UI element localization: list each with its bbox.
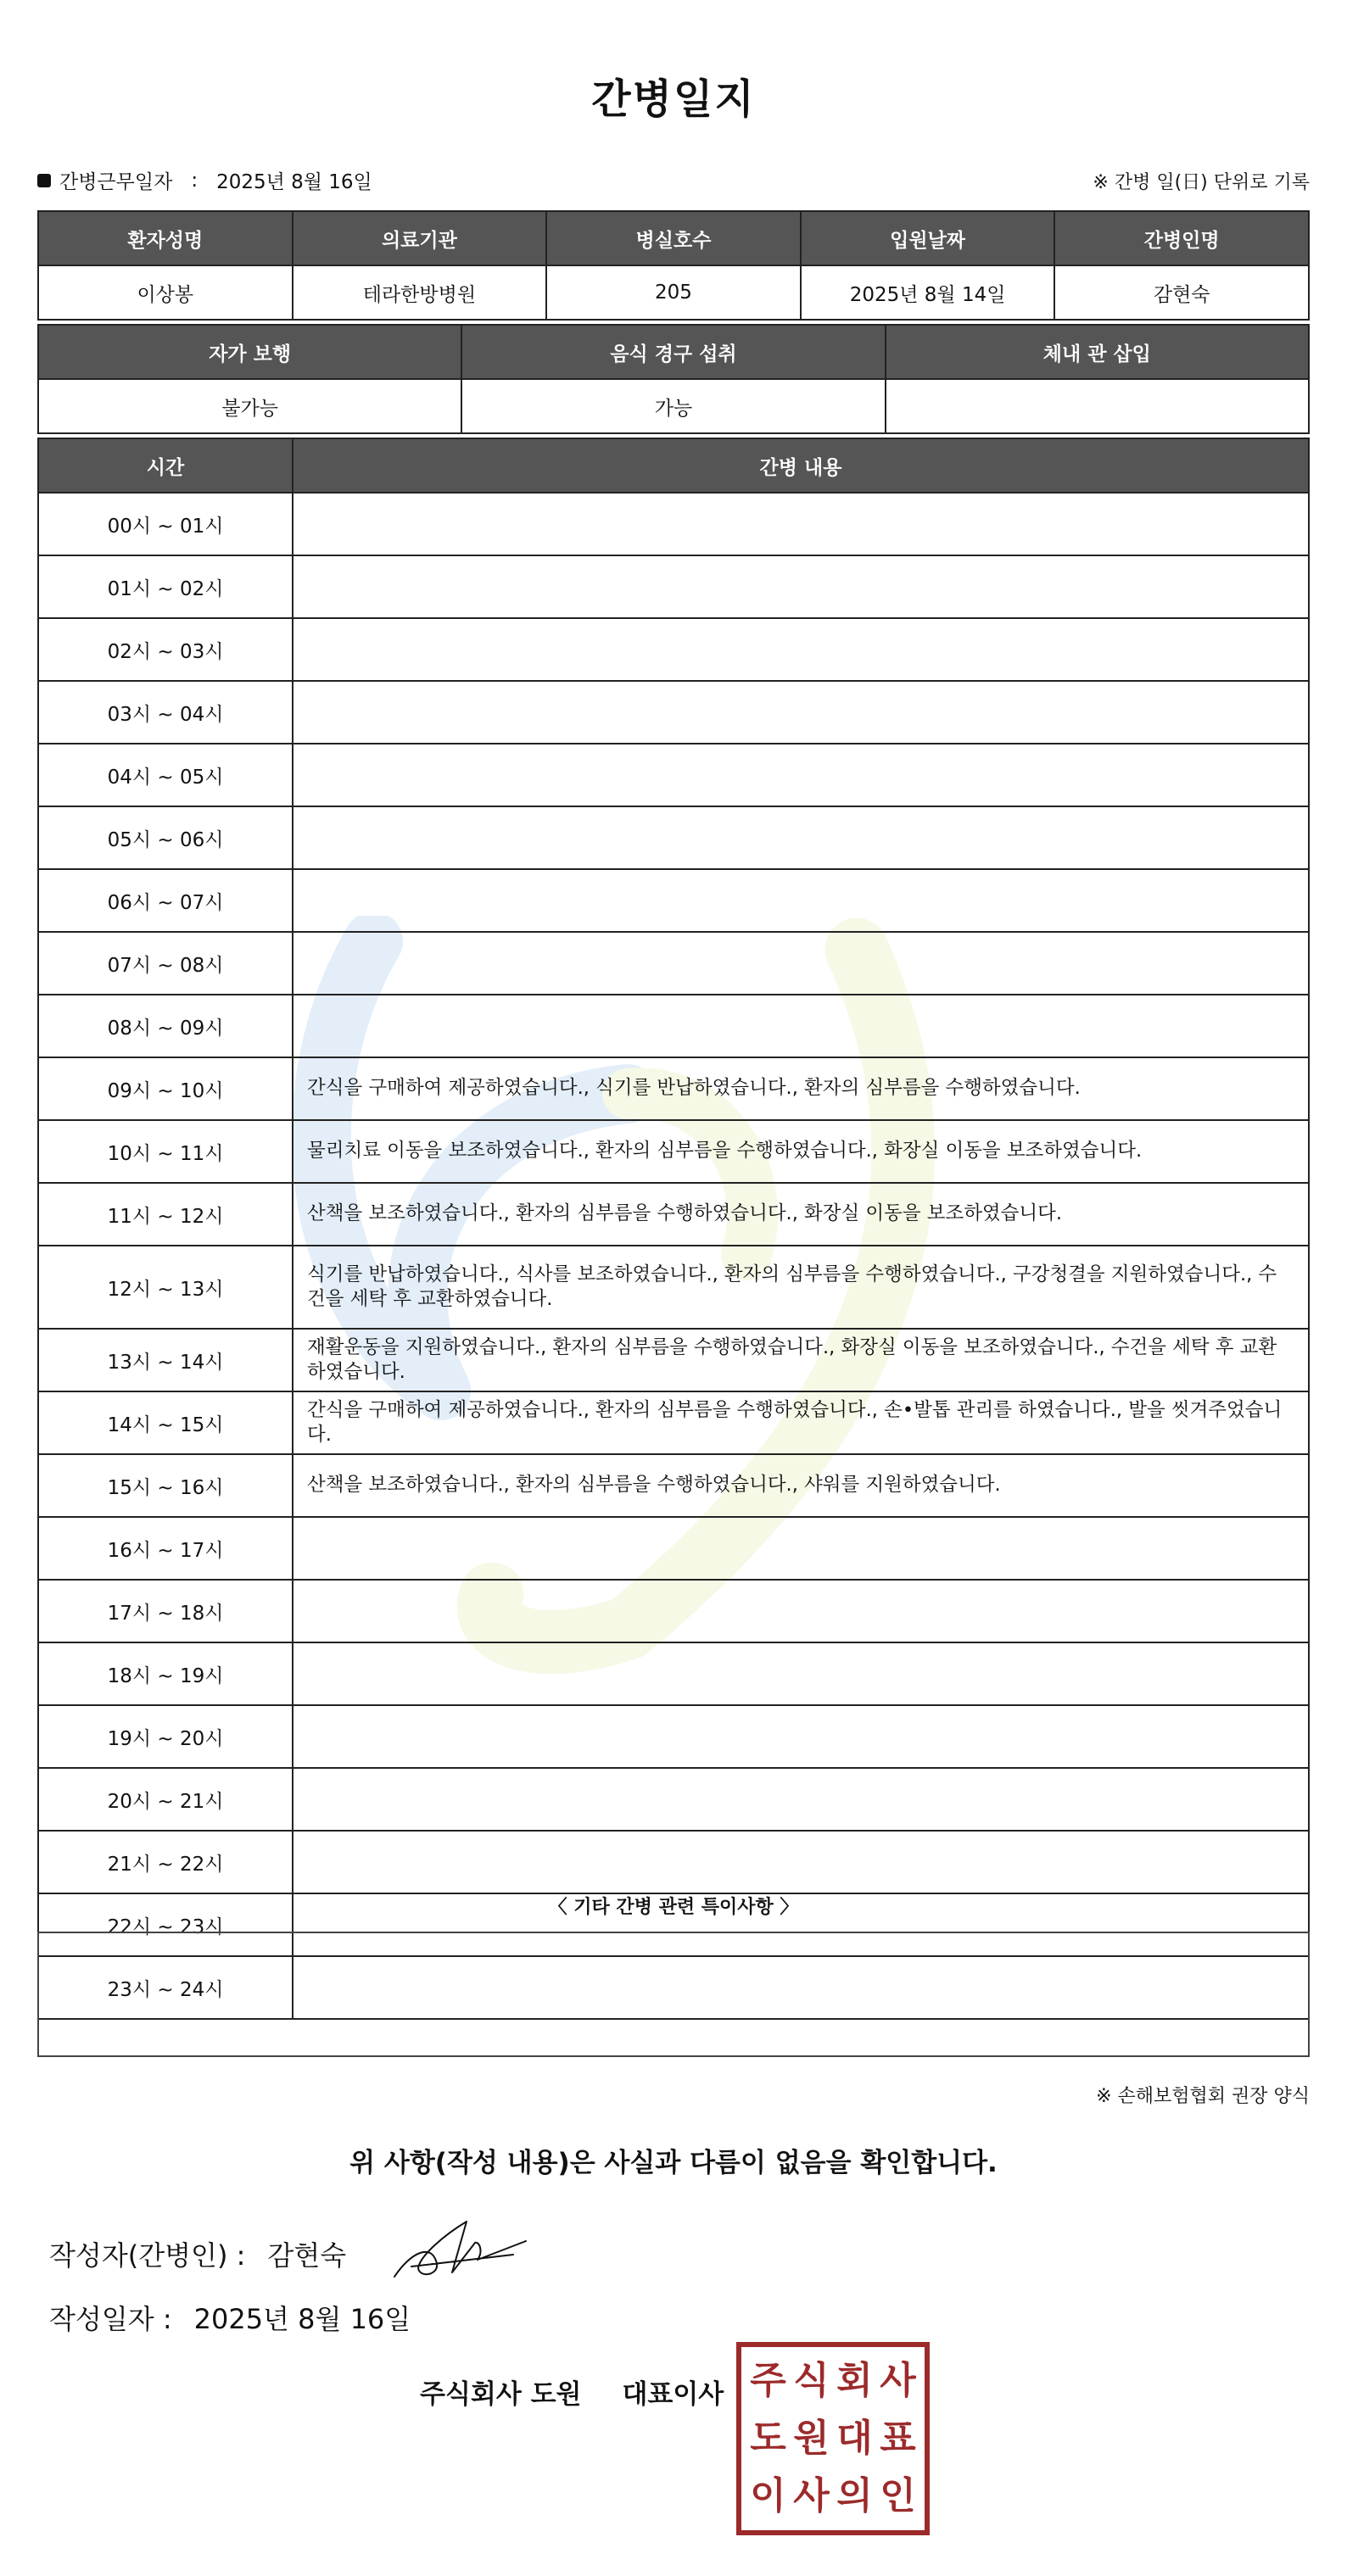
table-row — [38, 1705, 1309, 1768]
company-seal — [736, 2342, 930, 2535]
company-name: 주식회사 도원 — [420, 2379, 582, 2410]
caregiver-name: 감현숙 — [1054, 265, 1309, 320]
time-cell: 23시 ~ 24시 — [38, 1956, 293, 2019]
signature-image — [386, 2217, 530, 2285]
care-content-cell — [293, 681, 1309, 744]
care-content-cell — [293, 995, 1309, 1057]
other-notes-box — [37, 1932, 1310, 2057]
table-row — [38, 1057, 1309, 1120]
time-cell: 18시 ~ 19시 — [38, 1642, 293, 1705]
care-content-cell — [293, 744, 1309, 806]
other-notes-title: 〈 기타 간병 관련 특이사항 〉 — [548, 1897, 799, 1918]
time-cell: 02시 ~ 03시 — [38, 618, 293, 681]
written-date-value: 2025년 8월 16일 — [193, 2303, 411, 2335]
header-admission-date: 입원날짜 — [801, 211, 1055, 265]
written-date-line — [49, 2298, 411, 2337]
seal-char: 이 — [750, 2474, 786, 2517]
writer-label: 작성자(간병인) : — [49, 2239, 246, 2272]
time-cell: 20시 ~ 21시 — [38, 1768, 293, 1831]
header-care-content: 간병 내용 — [293, 438, 1309, 493]
table-row — [38, 932, 1309, 995]
patient-name: 이상봉 — [38, 265, 293, 320]
time-cell: 10시 ~ 11시 — [38, 1120, 293, 1183]
table-row — [38, 1454, 1309, 1517]
seal-char: 원 — [793, 2417, 830, 2460]
seal-char: 사 — [793, 2474, 830, 2517]
time-cell: 07시 ~ 08시 — [38, 932, 293, 995]
table-row — [38, 1120, 1309, 1183]
time-cell: 21시 ~ 22시 — [38, 1831, 293, 1893]
time-cell: 19시 ~ 20시 — [38, 1705, 293, 1768]
work-date-value: 2025년 8월 16일 — [216, 171, 372, 193]
room-number: 205 — [546, 265, 801, 320]
page-title: 간병일지 — [591, 75, 756, 123]
table-row — [38, 1329, 1309, 1391]
writer-line — [49, 2234, 346, 2273]
time-cell: 05시 ~ 06시 — [38, 806, 293, 869]
work-date-separator: : — [191, 169, 198, 192]
table-row — [38, 1183, 1309, 1246]
care-content-cell — [293, 1768, 1309, 1831]
time-cell: 12시 ~ 13시 — [38, 1246, 293, 1329]
table-row — [38, 555, 1309, 618]
table-row — [38, 1517, 1309, 1580]
recommend-note: ※ 손해보험협회 권장 양식 — [1096, 2086, 1310, 2107]
care-content-cell — [293, 1642, 1309, 1705]
time-cell: 01시 ~ 02시 — [38, 555, 293, 618]
seal-text — [746, 2352, 919, 2525]
care-content-cell: 산책을 보조하였습니다., 환자의 심부름을 수행하였습니다., 화장실 이동을 보조하였습니다. — [293, 1183, 1309, 1246]
tube-insertion-value — [886, 379, 1309, 433]
time-cell: 06시 ~ 07시 — [38, 869, 293, 932]
seal-char: 대 — [836, 2417, 873, 2460]
time-cell: 17시 ~ 18시 — [38, 1580, 293, 1642]
care-content-cell — [293, 618, 1309, 681]
oral-intake-value: 가능 — [461, 379, 885, 433]
company-line — [420, 2372, 724, 2411]
care-content-cell — [293, 1705, 1309, 1768]
care-content-cell — [293, 932, 1309, 995]
self-walking-value: 불가능 — [38, 379, 461, 433]
care-content-cell: 물리치료 이동을 보조하였습니다., 환자의 심부름을 수행하였습니다., 화장실 이동을 보조하였습니다. — [293, 1120, 1309, 1183]
care-content-cell: 산책을 보조하였습니다., 환자의 심부름을 수행하였습니다., 샤워를 지원하였습니다. — [293, 1454, 1309, 1517]
seal-char: 주 — [750, 2359, 786, 2402]
time-cell: 04시 ~ 05시 — [38, 744, 293, 806]
time-cell: 15시 ~ 16시 — [38, 1454, 293, 1517]
care-content-cell — [293, 869, 1309, 932]
bullet-icon — [37, 174, 51, 187]
care-content-cell — [293, 493, 1309, 555]
seal-char: 인 — [880, 2474, 916, 2517]
table-row — [38, 1768, 1309, 1831]
seal-char: 표 — [880, 2417, 916, 2460]
header-time: 시간 — [38, 438, 293, 493]
care-content-cell — [293, 806, 1309, 869]
table-row — [38, 744, 1309, 806]
table-row — [38, 869, 1309, 932]
header-hospital: 의료기관 — [293, 211, 547, 265]
work-date-label: 간병근무일자 — [59, 171, 173, 193]
patient-info-table — [37, 210, 1310, 321]
time-cell: 03시 ~ 04시 — [38, 681, 293, 744]
table-row — [38, 493, 1309, 555]
care-content-cell — [293, 555, 1309, 618]
care-content-cell — [293, 1831, 1309, 1893]
seal-char: 사 — [880, 2359, 916, 2402]
care-content-cell — [293, 1580, 1309, 1642]
admission-date: 2025년 8월 14일 — [801, 265, 1055, 320]
time-cell: 11시 ~ 12시 — [38, 1183, 293, 1246]
writer-name: 감현숙 — [267, 2239, 347, 2272]
table-row — [38, 1831, 1309, 1893]
company-role: 대표이사 — [622, 2379, 724, 2410]
seal-char: 식 — [793, 2359, 830, 2402]
time-cell: 00시 ~ 01시 — [38, 493, 293, 555]
seal-char: 도 — [750, 2417, 786, 2460]
header-oral-intake: 음식 경구 섭취 — [461, 325, 885, 379]
written-date-label: 작성일자 : — [49, 2303, 172, 2335]
table-row — [38, 681, 1309, 744]
patient-status-table — [37, 324, 1310, 434]
work-date-line — [37, 166, 372, 194]
table-row — [38, 1642, 1309, 1705]
header-self-walking: 자가 보행 — [38, 325, 461, 379]
care-content-cell: 식기를 반납하였습니다., 식사를 보조하였습니다., 환자의 심부름을 수행하였습니다., 구강청결을 지원하였습니다., 수건을 세탁 후 교환하였습니다. — [293, 1246, 1309, 1329]
table-row — [38, 618, 1309, 681]
seal-char: 의 — [836, 2474, 873, 2517]
time-cell: 13시 ~ 14시 — [38, 1329, 293, 1391]
header-caregiver: 간병인명 — [1054, 211, 1309, 265]
time-cell: 08시 ~ 09시 — [38, 995, 293, 1057]
care-content-cell — [293, 1517, 1309, 1580]
hospital-name: 테라한방병원 — [293, 265, 547, 320]
care-content-cell: 간식을 구매하여 제공하였습니다., 식기를 반납하였습니다., 환자의 심부름을 수행하였습니다. — [293, 1057, 1309, 1120]
table-row — [38, 1391, 1309, 1454]
header-patient-name: 환자성명 — [38, 211, 293, 265]
table-row — [38, 995, 1309, 1057]
confirmation-text: 위 사항(작성 내용)은 사실과 다름이 없음을 확인합니다. — [349, 2148, 998, 2178]
header-tube-insertion: 체내 관 삽입 — [886, 325, 1309, 379]
care-log-table — [37, 438, 1310, 2020]
seal-char: 회 — [836, 2359, 873, 2402]
care-content-cell: 재활운동을 지원하였습니다., 환자의 심부름을 수행하였습니다., 화장실 이동을 보조하였습니다., 수건을 세탁 후 교환하였습니다. — [293, 1329, 1309, 1391]
header-room: 병실호수 — [546, 211, 801, 265]
time-cell: 14시 ~ 15시 — [38, 1391, 293, 1454]
table-row — [38, 1580, 1309, 1642]
care-content-cell: 간식을 구매하여 제공하였습니다., 환자의 심부름을 수행하였습니다., 손•발톱 관리를 하였습니다., 발을 씻겨주었습니다. — [293, 1391, 1309, 1454]
table-row — [38, 806, 1309, 869]
time-cell: 09시 ~ 10시 — [38, 1057, 293, 1120]
unit-note: ※ 간병 일(日) 단위로 기록 — [1093, 172, 1310, 193]
table-row — [38, 1246, 1309, 1329]
time-cell: 22시 ~ 23시 — [38, 1893, 293, 1956]
time-cell: 16시 ~ 17시 — [38, 1517, 293, 1580]
